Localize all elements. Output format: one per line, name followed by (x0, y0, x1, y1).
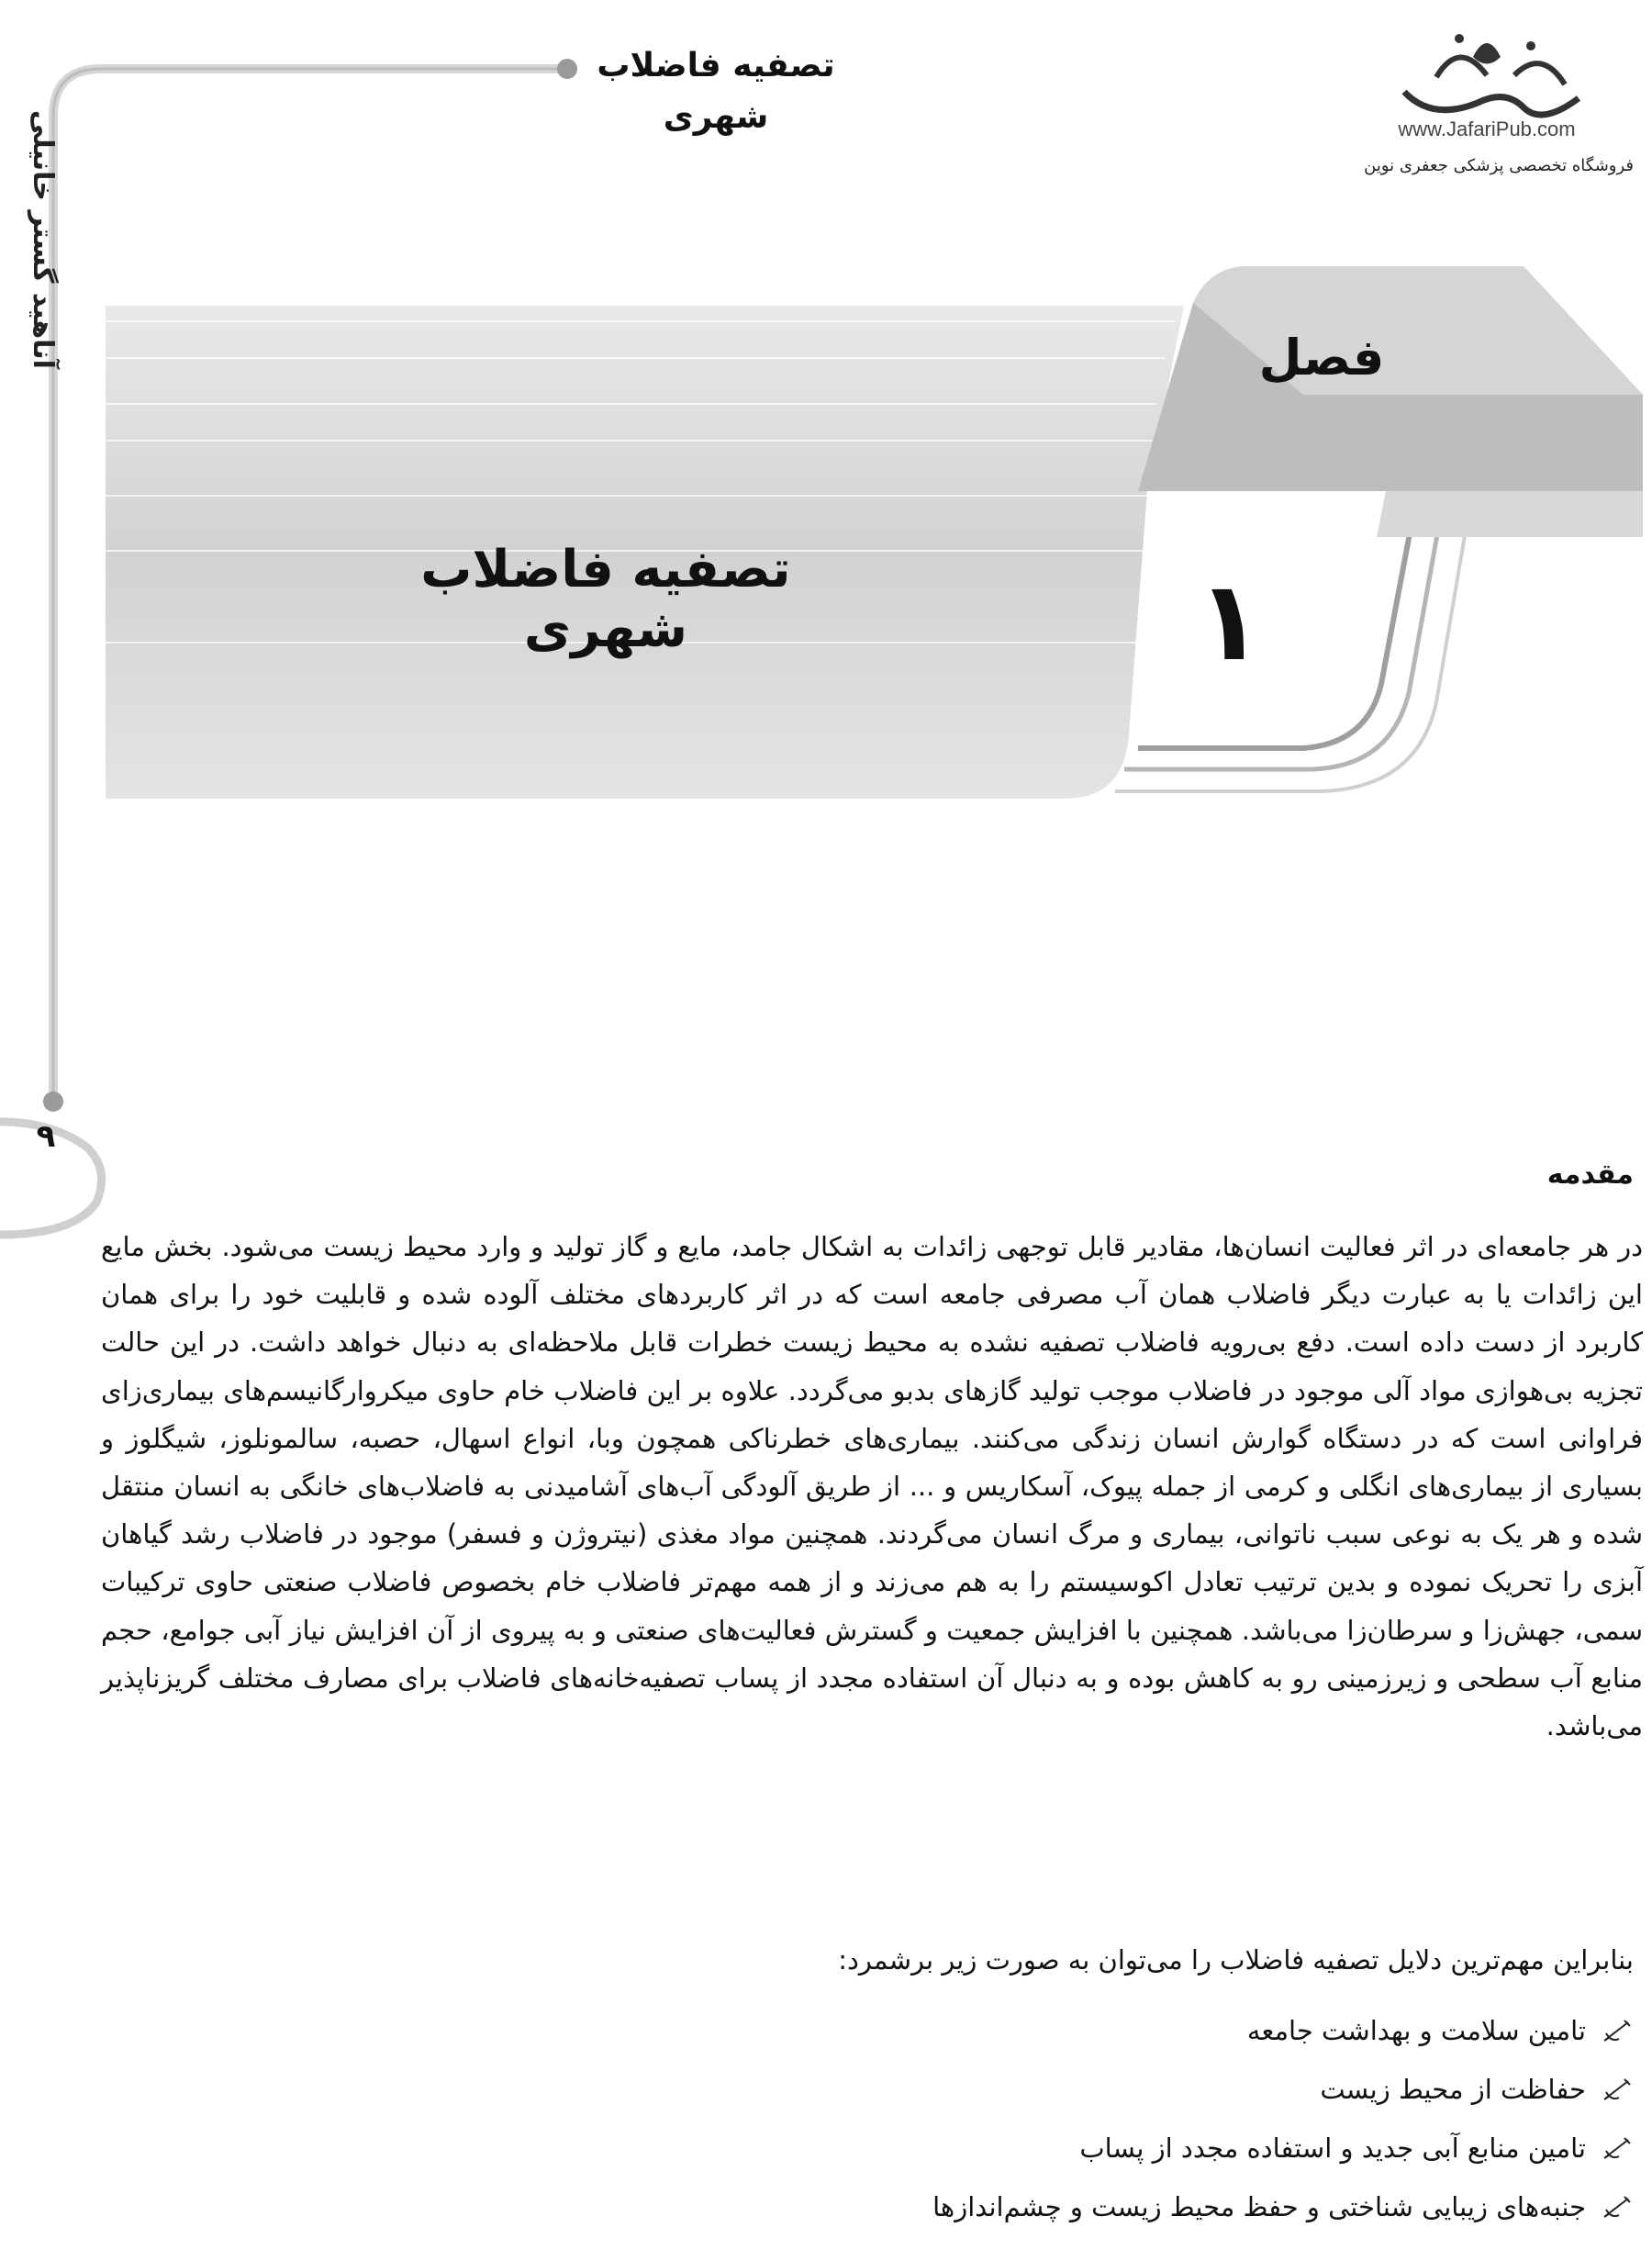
list-item (165, 2060, 1634, 2119)
list-item-text: تامین سلامت و بهداشت جامعه (1246, 2015, 1586, 2046)
publisher-url: www.JafariPub.com (1398, 118, 1576, 140)
page-number: ۹ (36, 1118, 56, 1155)
chapter-number: ۱ (1196, 558, 1264, 686)
list-item-text: حفاظت از محیط زیست (1320, 2074, 1586, 2105)
publisher-store-name: فروشگاه تخصصی پزشکی جعفری نوین (1364, 156, 1634, 175)
list-item (165, 2177, 1634, 2236)
intro-paragraph: در هر جامعه‌ای در اثر فعالیت انسان‌ها، مقادیر قابل توجهی زائدات به اشکال جامد، مایع و گاز تولید و وارد محیط زیست می‌شود. بخش مایع این زائدات یا به عبارت دیگر فاضلاب همان آب مصرفی جامعه است که در اثر کاربردهای مختلف آلوده شده و قابلیت خود را برای همان کاربرد از دست داده است. دفع بی‌رویه فاضلاب تصفیه نشده به محیط زیست خطرات قابل ملاحظه‌ای به دنبال خواهد داشت. در این حالت تجزیه بی‌هوازی مواد آلی موجود در فاضلاب موجب تولید گازهای بدبو می‌گردد. علاوه بر این فاضلاب خام حاوی میکروارگانیسم‌های بیماری‌زای فراوانی است که در دستگاه گوارش انسان زندگی می‌کنند. بیماری‌های خطرناکی همچون وبا، انواع اسهال، حصبه، سالمونلوز، شیگلوز و بسیاری از بیماری‌های انگلی و کرمی از جمله پیوک، آسکاریس و ... از طریق آلودگی آب‌های آشامیدنی به فاضلاب‌های خانگی به انسان منتقل شده و هر یک به نوعی سبب ناتوانی، بیماری و مرگ انسان می‌گردند. همچنین مواد مغذی (نیتروژن و فسفر) موجود در فاضلاب رشد گیاهان آبزی را تحریک نموده و بدین ترتیب تعادل اکوسیستم را به هم می‌زند و از همه مهم‌تر فاضلاب خام بخصوص فاضلاب صنعتی حاوی ترکیبات سمی، جهش‌زا و سرطان‌زا می‌باشد. همچنین با افزایش جمعیت و گسترش فعالیت‌های صنعتی و به پیروی از آن افزایش نیاز آبی جوامع، حجم منابع آب سطحی و زیرزمینی رو به کاهش بوده و به دنبال آن استفاده مجدد از پساب تصفیه‌خانه‌های فاضلاب برای مصارف مختلف گریزناپذیر می‌باشد. (101, 1231, 1643, 1742)
section-heading: مقدمه (1546, 1158, 1634, 1191)
vertical-author-title: آناهید گستر خانیلی (27, 110, 59, 369)
reasons-list (165, 2001, 1634, 2236)
chapter-label: فصل (1258, 329, 1385, 386)
chapter-banner (0, 0, 1652, 826)
list-item (165, 2001, 1634, 2060)
writing-hand-icon (1601, 2134, 1634, 2162)
writing-hand-icon (1601, 2017, 1634, 2044)
list-item-text: جنبه‌های زیبایی شناختی و حفظ محیط زیست و چشم‌اندازها (932, 2191, 1586, 2222)
reasons-intro: بنابراین مهم‌ترین دلایل تصفیه فاضلاب را می‌توان به صورت زیر برشمرد: (838, 1944, 1634, 1976)
writing-hand-icon (1601, 2076, 1634, 2103)
list-item (165, 2119, 1634, 2177)
writing-hand-icon (1601, 2193, 1634, 2221)
list-item-text: تامین منابع آبی جدید و استفاده مجدد از پساب (1079, 2132, 1586, 2164)
running-title: تصفیه فاضلاب شهری (597, 47, 835, 136)
chapter-title: تصفیه فاضلاب شهری (420, 540, 791, 659)
